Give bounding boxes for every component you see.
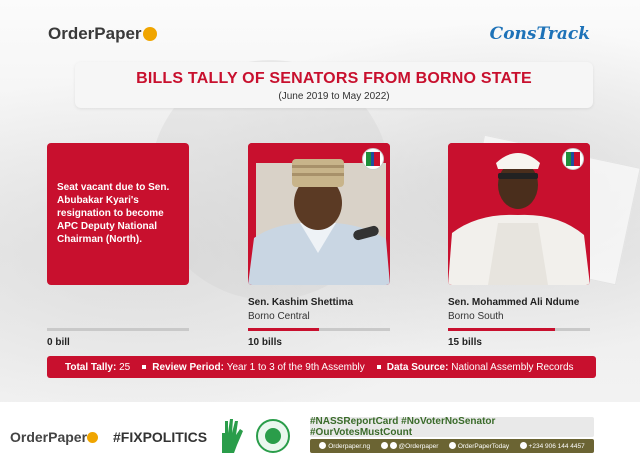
review-period-label: Review Period: bbox=[152, 361, 224, 373]
bills-bar-ndume bbox=[448, 328, 590, 331]
orderpaper-logo-icon bbox=[143, 27, 157, 41]
page-subtitle: (June 2019 to May 2022) bbox=[278, 91, 390, 102]
bullet-icon bbox=[142, 365, 146, 369]
total-tally-value: 25 bbox=[119, 361, 131, 373]
social-website[interactable]: Orderpaper.ng bbox=[319, 442, 370, 450]
footer-orderpaper-logo: OrderPaper bbox=[10, 429, 98, 445]
facebook-icon bbox=[381, 442, 388, 449]
social-youtube[interactable]: OrderPaperToday bbox=[449, 442, 509, 450]
senator-district-ndume: Borno South bbox=[448, 311, 504, 322]
title-box bbox=[75, 62, 593, 108]
bills-bar-vacant bbox=[47, 328, 189, 331]
bills-count-ndume: 15 bills bbox=[448, 337, 482, 348]
social-phone[interactable]: +234 906 144 4457 bbox=[520, 442, 585, 450]
senator-card-ndume bbox=[448, 143, 590, 285]
bills-bar-shettima bbox=[248, 328, 390, 331]
bills-bar-fill bbox=[248, 328, 319, 331]
vacant-seat-text: Seat vacant due to Sen. Abubakar Kyari's resignation to become APC Deputy National Chairman (North). bbox=[57, 182, 170, 245]
hand-logo-icon bbox=[216, 417, 246, 455]
footer bbox=[0, 402, 640, 459]
constrack-logo: ConsTrack bbox=[489, 24, 590, 44]
bills-bar-fill bbox=[448, 328, 555, 331]
twitter-icon bbox=[390, 442, 397, 449]
orderpaper-logo: OrderPaper bbox=[48, 24, 157, 44]
social-bar bbox=[310, 439, 594, 453]
senator-name-shettima: Sen. Kashim Shettima bbox=[248, 297, 354, 308]
seal-logo-icon bbox=[256, 419, 290, 453]
tally-bar bbox=[47, 356, 596, 378]
data-source-label: Data Source: bbox=[386, 361, 449, 373]
youtube-icon bbox=[449, 442, 456, 449]
bullet-icon bbox=[377, 365, 381, 369]
hashtags-banner: #NASSReportCard #NoVoterNoSenator #OurVotesMustCount bbox=[310, 417, 594, 437]
page-title: BILLS TALLY OF SENATORS FROM BORNO STATE bbox=[136, 70, 532, 87]
senator-name-ndume: Sen. Mohammed Ali Ndume bbox=[448, 297, 580, 308]
whatsapp-icon bbox=[520, 442, 527, 449]
orderpaper-logo-icon bbox=[87, 432, 98, 443]
total-tally-label: Total Tally: bbox=[65, 361, 117, 373]
senator-card-vacant bbox=[47, 143, 189, 285]
bills-count-vacant: 0 bill bbox=[47, 337, 70, 348]
senator-district-shettima: Borno Central bbox=[248, 311, 310, 322]
fixpolitics-logo: #FIXPOLITICS bbox=[113, 429, 208, 445]
apc-logo-icon bbox=[562, 148, 584, 170]
globe-icon bbox=[319, 442, 326, 449]
senator-card-shettima bbox=[248, 143, 390, 285]
review-period-value: Year 1 to 3 of the 9th Assembly bbox=[226, 361, 365, 373]
apc-logo-icon bbox=[362, 148, 384, 170]
data-source-value: National Assembly Records bbox=[451, 361, 574, 373]
bills-count-shettima: 10 bills bbox=[248, 337, 282, 348]
social-handle[interactable]: @Orderpaper bbox=[381, 442, 439, 450]
